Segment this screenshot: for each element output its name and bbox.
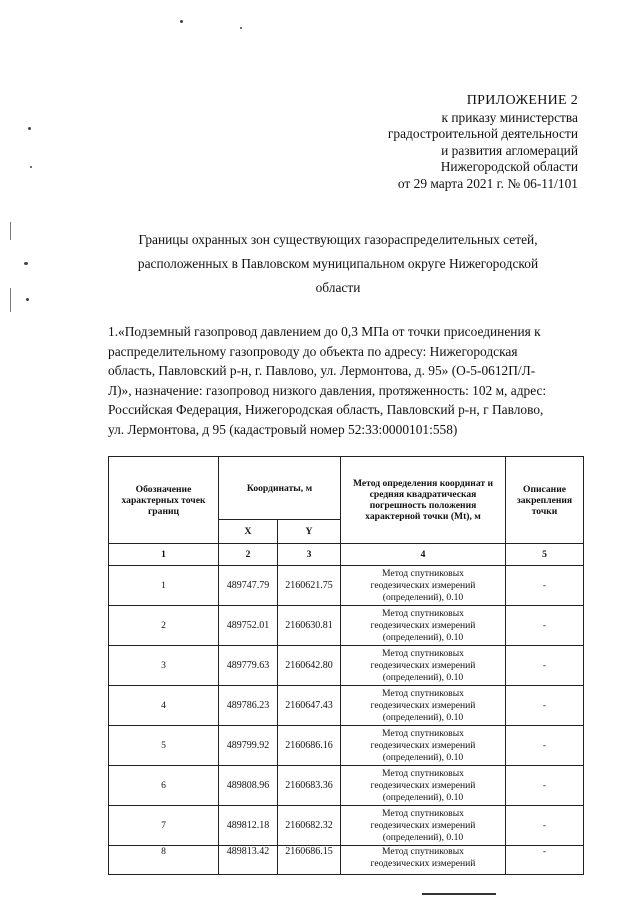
point-fixation: - bbox=[506, 726, 584, 766]
paragraph-line: область, Павловский р-н, г. Павлово, ул. Лермонтова, д. 95» (О-5-0612П/Л- bbox=[108, 363, 536, 379]
method-cell bbox=[341, 646, 506, 686]
point-fixation: - bbox=[506, 686, 584, 726]
coord-x: 489747.79 bbox=[219, 566, 278, 606]
point-number: 8 bbox=[109, 846, 219, 875]
column-number: 2 bbox=[219, 544, 278, 566]
method-line: Метод спутниковых bbox=[382, 846, 464, 857]
method-line: геодезических измерений bbox=[370, 659, 476, 671]
method-cell bbox=[341, 846, 506, 875]
column-number: 3 bbox=[278, 544, 341, 566]
paragraph-line: Российская Федерация, Нижегородская область, Павловский р-н, г Павлово, bbox=[108, 402, 544, 418]
column-number: 4 bbox=[341, 544, 506, 566]
table-row bbox=[109, 766, 584, 806]
header-point-designation: Обозначение характерных точек границ bbox=[109, 457, 219, 544]
column-number-row bbox=[109, 544, 584, 566]
appendix-line: к приказу министерства bbox=[441, 109, 578, 125]
coord-y: 2160683.36 bbox=[278, 766, 341, 806]
method-cell bbox=[341, 726, 506, 766]
method-line: геодезических измерений bbox=[370, 858, 476, 869]
scan-speck bbox=[24, 262, 28, 265]
coord-x: 489808.96 bbox=[219, 766, 278, 806]
header-description: Описание закрепления точки bbox=[506, 457, 584, 544]
point-number: 7 bbox=[109, 806, 219, 846]
coord-y: 2160682.32 bbox=[278, 806, 341, 846]
scan-speck bbox=[240, 27, 242, 29]
coordinates-table bbox=[108, 456, 584, 875]
header-x: X bbox=[219, 520, 278, 544]
table-row bbox=[109, 606, 584, 646]
method-line: (определений), 0.10 bbox=[382, 711, 464, 723]
title-line: области bbox=[315, 280, 361, 295]
title-line: Границы охранных зон существующих газораспределительных сетей, bbox=[138, 232, 538, 247]
coord-y: 2160647.43 bbox=[278, 686, 341, 726]
point-fixation: - bbox=[506, 806, 584, 846]
appendix-line: и развития агломераций bbox=[441, 142, 578, 158]
point-number: 1 bbox=[109, 566, 219, 606]
document-title bbox=[98, 228, 578, 300]
appendix-heading: ПРИЛОЖЕНИЕ 2 bbox=[466, 93, 578, 108]
coord-y: 2160642.80 bbox=[278, 646, 341, 686]
coord-x: 489779.63 bbox=[219, 646, 278, 686]
method-cell bbox=[341, 766, 506, 806]
method-line: геодезических измерений bbox=[370, 819, 476, 831]
scan-speck bbox=[180, 20, 183, 23]
method-cell bbox=[341, 566, 506, 606]
point-number: 5 bbox=[109, 726, 219, 766]
method-cell bbox=[341, 686, 506, 726]
method-line: (определений), 0.10 bbox=[382, 791, 464, 803]
coord-x: 489786.23 bbox=[219, 686, 278, 726]
point-number: 3 bbox=[109, 646, 219, 686]
method-line: (определений), 0.10 bbox=[382, 671, 464, 683]
point-number: 6 bbox=[109, 766, 219, 806]
header-method: Метод определения координат и средняя квадратическая погрешность положения характерной точки (Mt), м bbox=[341, 457, 506, 544]
coord-x: 489812.18 bbox=[219, 806, 278, 846]
method-line: Метод спутниковых bbox=[382, 647, 464, 659]
coord-x: 489799.92 bbox=[219, 726, 278, 766]
method-line: Метод спутниковых bbox=[382, 567, 464, 579]
method-line: Метод спутниковых bbox=[382, 727, 464, 739]
point-fixation: - bbox=[506, 766, 584, 806]
paragraph-line: ул. Лермонтова, д 95 (кадастровый номер 52:33:0000101:558) bbox=[108, 421, 458, 437]
method-cell bbox=[341, 806, 506, 846]
coord-y: 2160686.16 bbox=[278, 726, 341, 766]
point-number: 2 bbox=[109, 606, 219, 646]
point-fixation: - bbox=[506, 846, 584, 875]
scan-edge-mark bbox=[10, 288, 11, 312]
appendix-line: градостроительной деятельности bbox=[387, 126, 578, 142]
method-line: Метод спутниковых bbox=[382, 687, 464, 699]
table-row bbox=[109, 806, 584, 846]
table-row bbox=[109, 646, 584, 686]
header-y: Y bbox=[278, 520, 341, 544]
method-line: Метод спутниковых bbox=[382, 607, 464, 619]
appendix-line: от 29 марта 2021 г. № 06-11/101 bbox=[397, 175, 578, 191]
method-cell bbox=[341, 606, 506, 646]
point-fixation: - bbox=[506, 646, 584, 686]
appendix-header bbox=[318, 93, 578, 193]
footer-rule bbox=[422, 893, 496, 895]
method-line: Метод спутниковых bbox=[382, 807, 464, 819]
coord-y: 2160630.81 bbox=[278, 606, 341, 646]
paragraph-line: распределительному газопроводу до объекта по адресу: Нижегородская bbox=[108, 343, 518, 359]
point-fixation: - bbox=[506, 606, 584, 646]
method-line: геодезических измерений bbox=[370, 739, 476, 751]
scan-edge-mark bbox=[10, 222, 11, 240]
scan-speck bbox=[26, 298, 29, 301]
title-line: расположенных в Павловском муниципальном округе Нижегородской bbox=[137, 256, 539, 271]
header-coordinates: Координаты, м bbox=[219, 457, 341, 520]
column-number: 5 bbox=[506, 544, 584, 566]
point-fixation: - bbox=[506, 566, 584, 606]
coord-x: 489752.01 bbox=[219, 606, 278, 646]
method-line: геодезических измерений bbox=[370, 699, 476, 711]
table-row bbox=[109, 686, 584, 726]
paragraph-line: 1.«Подземный газопровод давлением до 0,3 МПа от точки присоединения к bbox=[108, 324, 541, 339]
coord-y: 2160621.75 bbox=[278, 566, 341, 606]
method-line: геодезических измерений bbox=[370, 779, 476, 791]
method-line: (определений), 0.10 bbox=[382, 831, 464, 843]
method-line: (определений), 0.10 bbox=[382, 631, 464, 643]
table-row bbox=[109, 726, 584, 766]
point-number: 4 bbox=[109, 686, 219, 726]
scan-speck bbox=[30, 166, 32, 168]
table-row bbox=[109, 846, 584, 875]
column-number: 1 bbox=[109, 544, 219, 566]
method-line: (определений), 0.10 bbox=[382, 591, 464, 603]
scan-speck bbox=[28, 127, 31, 130]
object-description bbox=[108, 322, 582, 440]
method-line: геодезических измерений bbox=[370, 579, 476, 591]
table-row bbox=[109, 566, 584, 606]
coord-x: 489813.42 bbox=[219, 846, 278, 875]
method-line: геодезических измерений bbox=[370, 619, 476, 631]
method-line: Метод спутниковых bbox=[382, 767, 464, 779]
coord-y: 2160686.15 bbox=[278, 846, 341, 875]
paragraph-line: Л)», назначение: газопровод низкого давления, протяженность: 102 м, адрес: bbox=[108, 382, 547, 398]
method-line: (определений), 0.10 bbox=[382, 751, 464, 763]
appendix-line: Нижегородской области bbox=[440, 159, 578, 175]
